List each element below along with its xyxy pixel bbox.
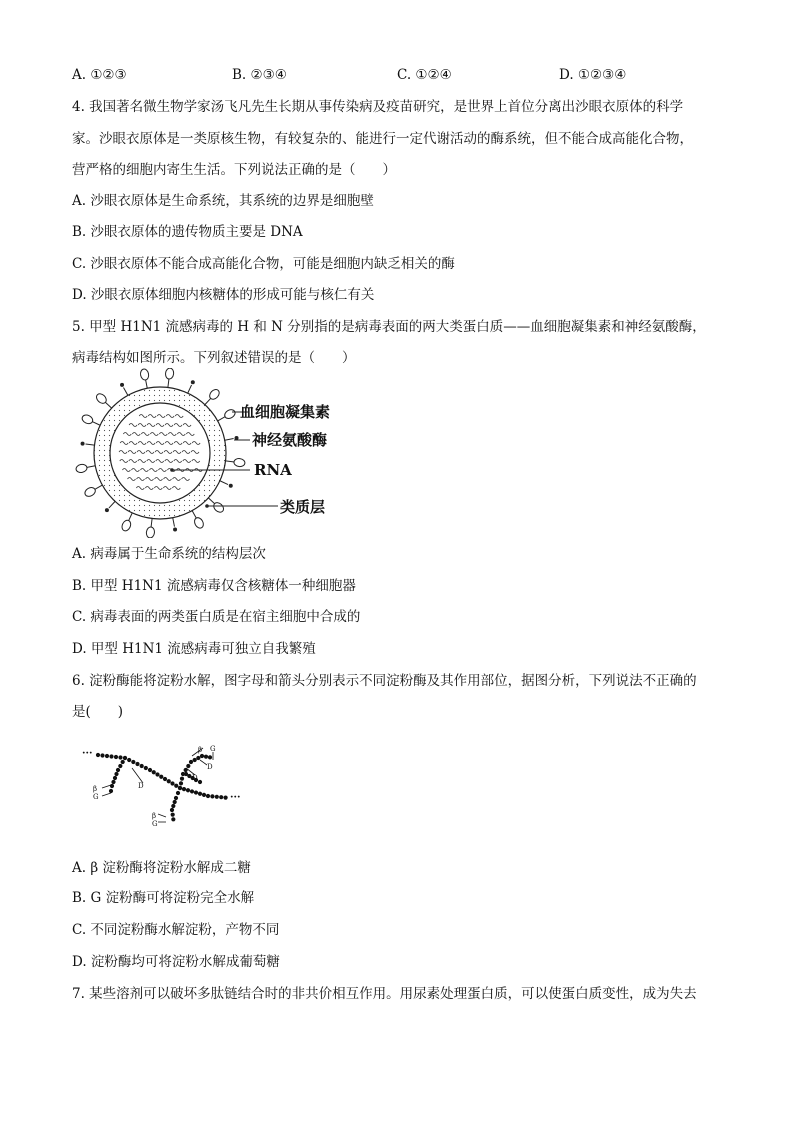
q6-option-a: A. β 淀粉酶将淀粉水解成二糖 <box>72 860 251 876</box>
spike-stalk <box>226 461 235 462</box>
spike-stalk <box>225 439 234 441</box>
q4-option-a: A. 沙眼衣原体是生命系统，其系统的边界是细胞壁 <box>72 193 374 209</box>
spike-stalk <box>86 444 95 445</box>
glucose-unit <box>194 790 198 794</box>
glucose-unit <box>163 777 167 781</box>
glucose-unit <box>204 755 208 759</box>
glucose-unit <box>131 760 135 764</box>
glucose-unit <box>118 764 122 768</box>
spike-stalk <box>168 379 169 388</box>
label-g-top: G <box>210 745 216 753</box>
leading-dots: ··· <box>82 748 93 759</box>
glucose-unit <box>180 777 184 781</box>
spike-head <box>193 516 205 530</box>
glucose-unit <box>224 796 228 800</box>
label-matrix-layer: 类质层 <box>280 498 326 516</box>
spike-head <box>146 526 155 538</box>
virus-structure-figure <box>72 368 372 538</box>
q5-option-a: A. 病毒属于生命系统的结构层次 <box>72 546 266 562</box>
glucose-unit <box>179 781 183 785</box>
label-beta-top: β <box>198 746 203 754</box>
glucose-unit <box>135 762 139 766</box>
label-hemagglutinin: 血细胞凝集素 <box>240 403 331 421</box>
q5-option-d: D. 甲型 H1N1 流感病毒可独立自我繁殖 <box>72 641 316 657</box>
q3-options <box>72 67 722 85</box>
glucose-unit <box>167 779 171 783</box>
q4-stem-line-2: 家。沙眼衣原体是一类原核生物，有较复杂的、能进行一定代谢活动的酶系统，但不能合成高能化合物， <box>72 131 693 147</box>
label-d-right-2: D <box>207 763 213 771</box>
spike-head <box>81 413 94 425</box>
q4-option-c: C. 沙眼衣原体不能合成高能化合物，可能是细胞内缺乏相关的酶 <box>72 256 455 272</box>
spike-stalk <box>109 501 115 508</box>
label-beta-left: β <box>93 785 98 793</box>
spike-knob <box>191 380 195 384</box>
glucose-unit <box>140 764 144 768</box>
q3-option-d: D. ①②③④ <box>559 67 627 83</box>
glucose-unit <box>171 804 175 808</box>
q6-option-c: C. 不同淀粉酶水解淀粉，产物不同 <box>72 922 280 938</box>
spike-stalk <box>123 387 127 395</box>
label-d-right-1: D <box>192 774 198 782</box>
spike-head <box>83 486 97 498</box>
spike-head <box>233 458 245 467</box>
glucose-unit <box>210 794 214 798</box>
spike-stalk <box>188 385 192 393</box>
glucose-unit <box>189 760 193 764</box>
spike-knob <box>173 528 177 532</box>
glucose-unit <box>127 758 131 762</box>
spike-stalk <box>94 485 102 489</box>
glucose-unit <box>174 784 178 788</box>
glucose-unit <box>174 796 178 800</box>
glucose-unit <box>144 766 148 770</box>
glucose-unit <box>186 788 190 792</box>
q7-stem-line-1: 7. 某些溶剂可以破坏多肽链结合时的非共价相互作用。用尿素处理蛋白质，可以使蛋白质变性，成为失去 <box>72 986 697 1002</box>
glucose-unit <box>170 808 174 812</box>
q6-stem-line-1: 6. 淀粉酶能将淀粉水解，图字母和箭头分别表示不同淀粉酶及其作用部位，据图分析，下列说法不正确的 <box>72 673 697 689</box>
spike-stalk <box>86 466 95 468</box>
glucose-unit <box>123 756 127 760</box>
q4-option-d: D. 沙眼衣原体细胞内核糖体的形成可能与核仁有关 <box>72 287 375 303</box>
q4-option-b: B. 沙眼衣原体的遗传物质主要是 DNA <box>72 224 303 240</box>
glucose-unit <box>121 760 125 764</box>
spike-head <box>140 368 150 380</box>
glucose-unit <box>96 753 100 757</box>
spike-knob <box>229 484 233 488</box>
spike-knob <box>235 436 239 440</box>
glucose-unit <box>113 776 117 780</box>
spike-head <box>120 519 132 532</box>
glucose-unit <box>116 768 120 772</box>
glucose-unit <box>114 772 118 776</box>
spike-stalk <box>218 416 226 420</box>
spike-stalk <box>173 518 175 527</box>
spike-stalk <box>205 398 211 405</box>
label-g-bottom: G <box>152 820 158 828</box>
glucose-unit <box>173 800 177 804</box>
glucose-unit <box>109 754 113 758</box>
glucose-unit <box>198 780 202 784</box>
glucose-unit <box>198 792 202 796</box>
q5-option-b: B. 甲型 H1N1 流感病毒仅含核糖体一种细胞器 <box>72 578 356 594</box>
spike-stalk <box>151 519 152 528</box>
spike-head <box>75 463 87 473</box>
glucose-unit <box>215 795 219 799</box>
glucose-unit <box>196 756 200 760</box>
spike-head <box>165 368 174 380</box>
spike-stalk <box>220 481 228 485</box>
glucose-unit <box>171 813 175 817</box>
spike-stalk <box>192 511 196 519</box>
glucose-unit <box>109 789 113 793</box>
label-beta-bottom: β <box>152 812 157 820</box>
glucose-unit <box>178 786 182 790</box>
label-neuraminidase: 神经氨酸酶 <box>252 431 328 449</box>
trailing-dots: ··· <box>230 792 241 803</box>
q6-stem-line-2: 是( ) <box>72 704 124 720</box>
q4-stem-line-1: 4. 我国著名微生物学家汤飞凡先生长期从事传染病及疫苗研究，是世界上首位分离出沙眼衣原体的科学 <box>72 99 684 115</box>
spike-stalk <box>146 379 148 388</box>
glucose-unit <box>193 758 197 762</box>
q3-option-a: A. ①②③ <box>72 67 127 83</box>
spike-head <box>223 408 237 420</box>
q6-option-d: D. 淀粉酶均可将淀粉水解成葡萄糖 <box>72 954 280 970</box>
spike-knob <box>105 508 109 512</box>
glucose-unit <box>208 755 212 759</box>
glucose-unit <box>111 780 115 784</box>
glucose-unit <box>186 764 190 768</box>
glucose-unit <box>114 755 118 759</box>
starch-enzyme-figure <box>80 738 250 838</box>
glucose-unit <box>202 793 206 797</box>
glucose-unit <box>176 791 180 795</box>
glucose-unit <box>200 754 204 758</box>
spike-stalk <box>208 498 215 504</box>
glucose-unit <box>105 754 109 758</box>
q5-stem-line-2: 病毒结构如图所示。下列叙述错误的是（ ） <box>72 350 356 366</box>
q3-option-b: B. ②③④ <box>232 67 287 83</box>
spike-stalk <box>128 513 132 521</box>
glucose-unit <box>100 753 104 757</box>
glucose-unit <box>219 795 223 799</box>
glucose-unit <box>148 768 152 772</box>
glucose-unit <box>171 817 175 821</box>
q5-option-c: C. 病毒表面的两类蛋白质是在宿主细胞中合成的 <box>72 609 361 625</box>
q5-stem-line-1: 5. 甲型 H1N1 流感病毒的 H 和 N 分别指的是病毒表面的两大类蛋白质——血细胞凝集素和神经氨酸酶， <box>72 319 706 335</box>
glucose-unit <box>170 781 174 785</box>
glucose-unit <box>182 787 186 791</box>
label-rna: RNA <box>254 461 292 479</box>
spike-stalk <box>92 421 100 425</box>
glucose-unit <box>110 784 114 788</box>
spike-knob <box>120 383 124 387</box>
glucose-unit <box>206 794 210 798</box>
q4-stem-line-3: 营严格的细胞内寄生生活。下列说法正确的是（ ） <box>72 162 396 178</box>
spike-knob <box>81 442 85 446</box>
label-d-left: D <box>138 782 144 790</box>
spike-stalk <box>105 402 112 408</box>
glucose-unit <box>155 772 159 776</box>
glucose-unit <box>118 755 122 759</box>
q3-option-c: C. ①②④ <box>397 67 452 83</box>
label-g-left: G <box>93 793 99 801</box>
glucose-unit <box>159 775 163 779</box>
glucose-unit <box>152 770 156 774</box>
glucose-unit <box>190 789 194 793</box>
q6-option-b: B. G 淀粉酶可将淀粉完全水解 <box>72 890 255 906</box>
